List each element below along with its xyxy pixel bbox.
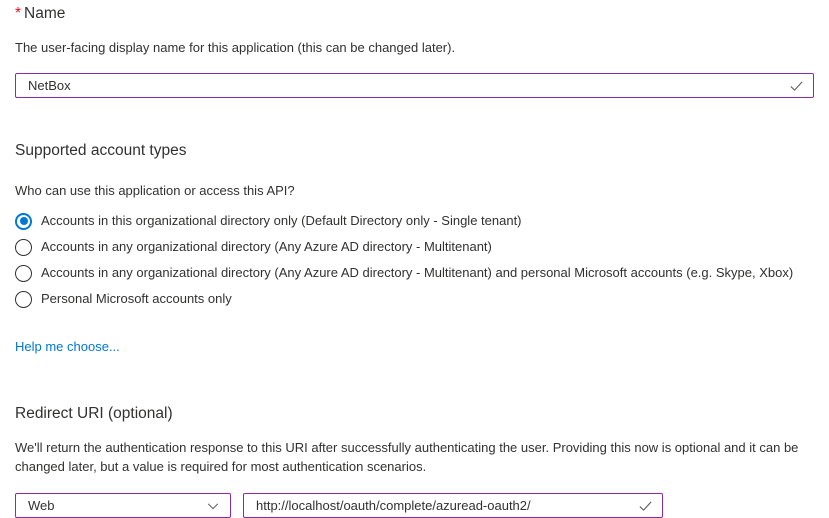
name-section-title xyxy=(15,4,814,24)
account-types-question: Who can use this application or access this API? xyxy=(15,183,295,198)
radio-unselected-icon[interactable] xyxy=(15,291,32,308)
platform-select-value: Web xyxy=(28,498,55,513)
radio-selected-icon[interactable] xyxy=(15,213,32,230)
redirect-uri-row xyxy=(15,493,814,518)
account-type-option-single-tenant[interactable] xyxy=(15,212,814,230)
name-section-title-text: Name xyxy=(24,5,66,22)
redirect-uri-input[interactable] xyxy=(244,498,662,513)
help-me-choose-link[interactable]: Help me choose... xyxy=(15,339,120,354)
name-description: The user-facing display name for this application (this can be changed later). xyxy=(15,40,456,55)
radio-label: Personal Microsoft accounts only xyxy=(41,291,232,306)
platform-select-dropdown[interactable] xyxy=(15,493,231,518)
radio-label: Accounts in any organizational directory (Any Azure AD directory - Multitenant) and personal Microsoft accounts (e.g. Skype, Xbox) xyxy=(41,265,794,280)
redirect-uri-description: We'll return the authentication response to this URI after successfully authenticating the user. Providing this now is optional and it can be changed later, but a value is required for most authentication scenarios. xyxy=(15,440,799,474)
account-type-option-multitenant[interactable] xyxy=(15,238,814,256)
checkmark-icon xyxy=(789,78,804,93)
radio-label: Accounts in any organizational directory (Any Azure AD directory - Multitenant) xyxy=(41,239,492,254)
radio-unselected-icon[interactable] xyxy=(15,239,32,256)
name-input[interactable] xyxy=(16,78,813,93)
required-marker: * xyxy=(15,5,22,22)
radio-unselected-icon[interactable] xyxy=(15,265,32,282)
account-type-option-personal-only[interactable] xyxy=(15,290,814,308)
chevron-down-icon xyxy=(206,499,220,513)
account-types-section-title: Supported account types xyxy=(15,142,187,159)
account-type-option-multitenant-personal[interactable] xyxy=(15,264,814,282)
checkmark-icon xyxy=(638,498,653,513)
redirect-uri-section-title: Redirect URI (optional) xyxy=(15,405,173,422)
radio-label: Accounts in this organizational directory only (Default Directory only - Single tenant) xyxy=(41,213,522,228)
redirect-uri-input-box xyxy=(243,493,663,518)
account-types-radio-group xyxy=(15,212,814,308)
name-input-box xyxy=(15,73,814,98)
